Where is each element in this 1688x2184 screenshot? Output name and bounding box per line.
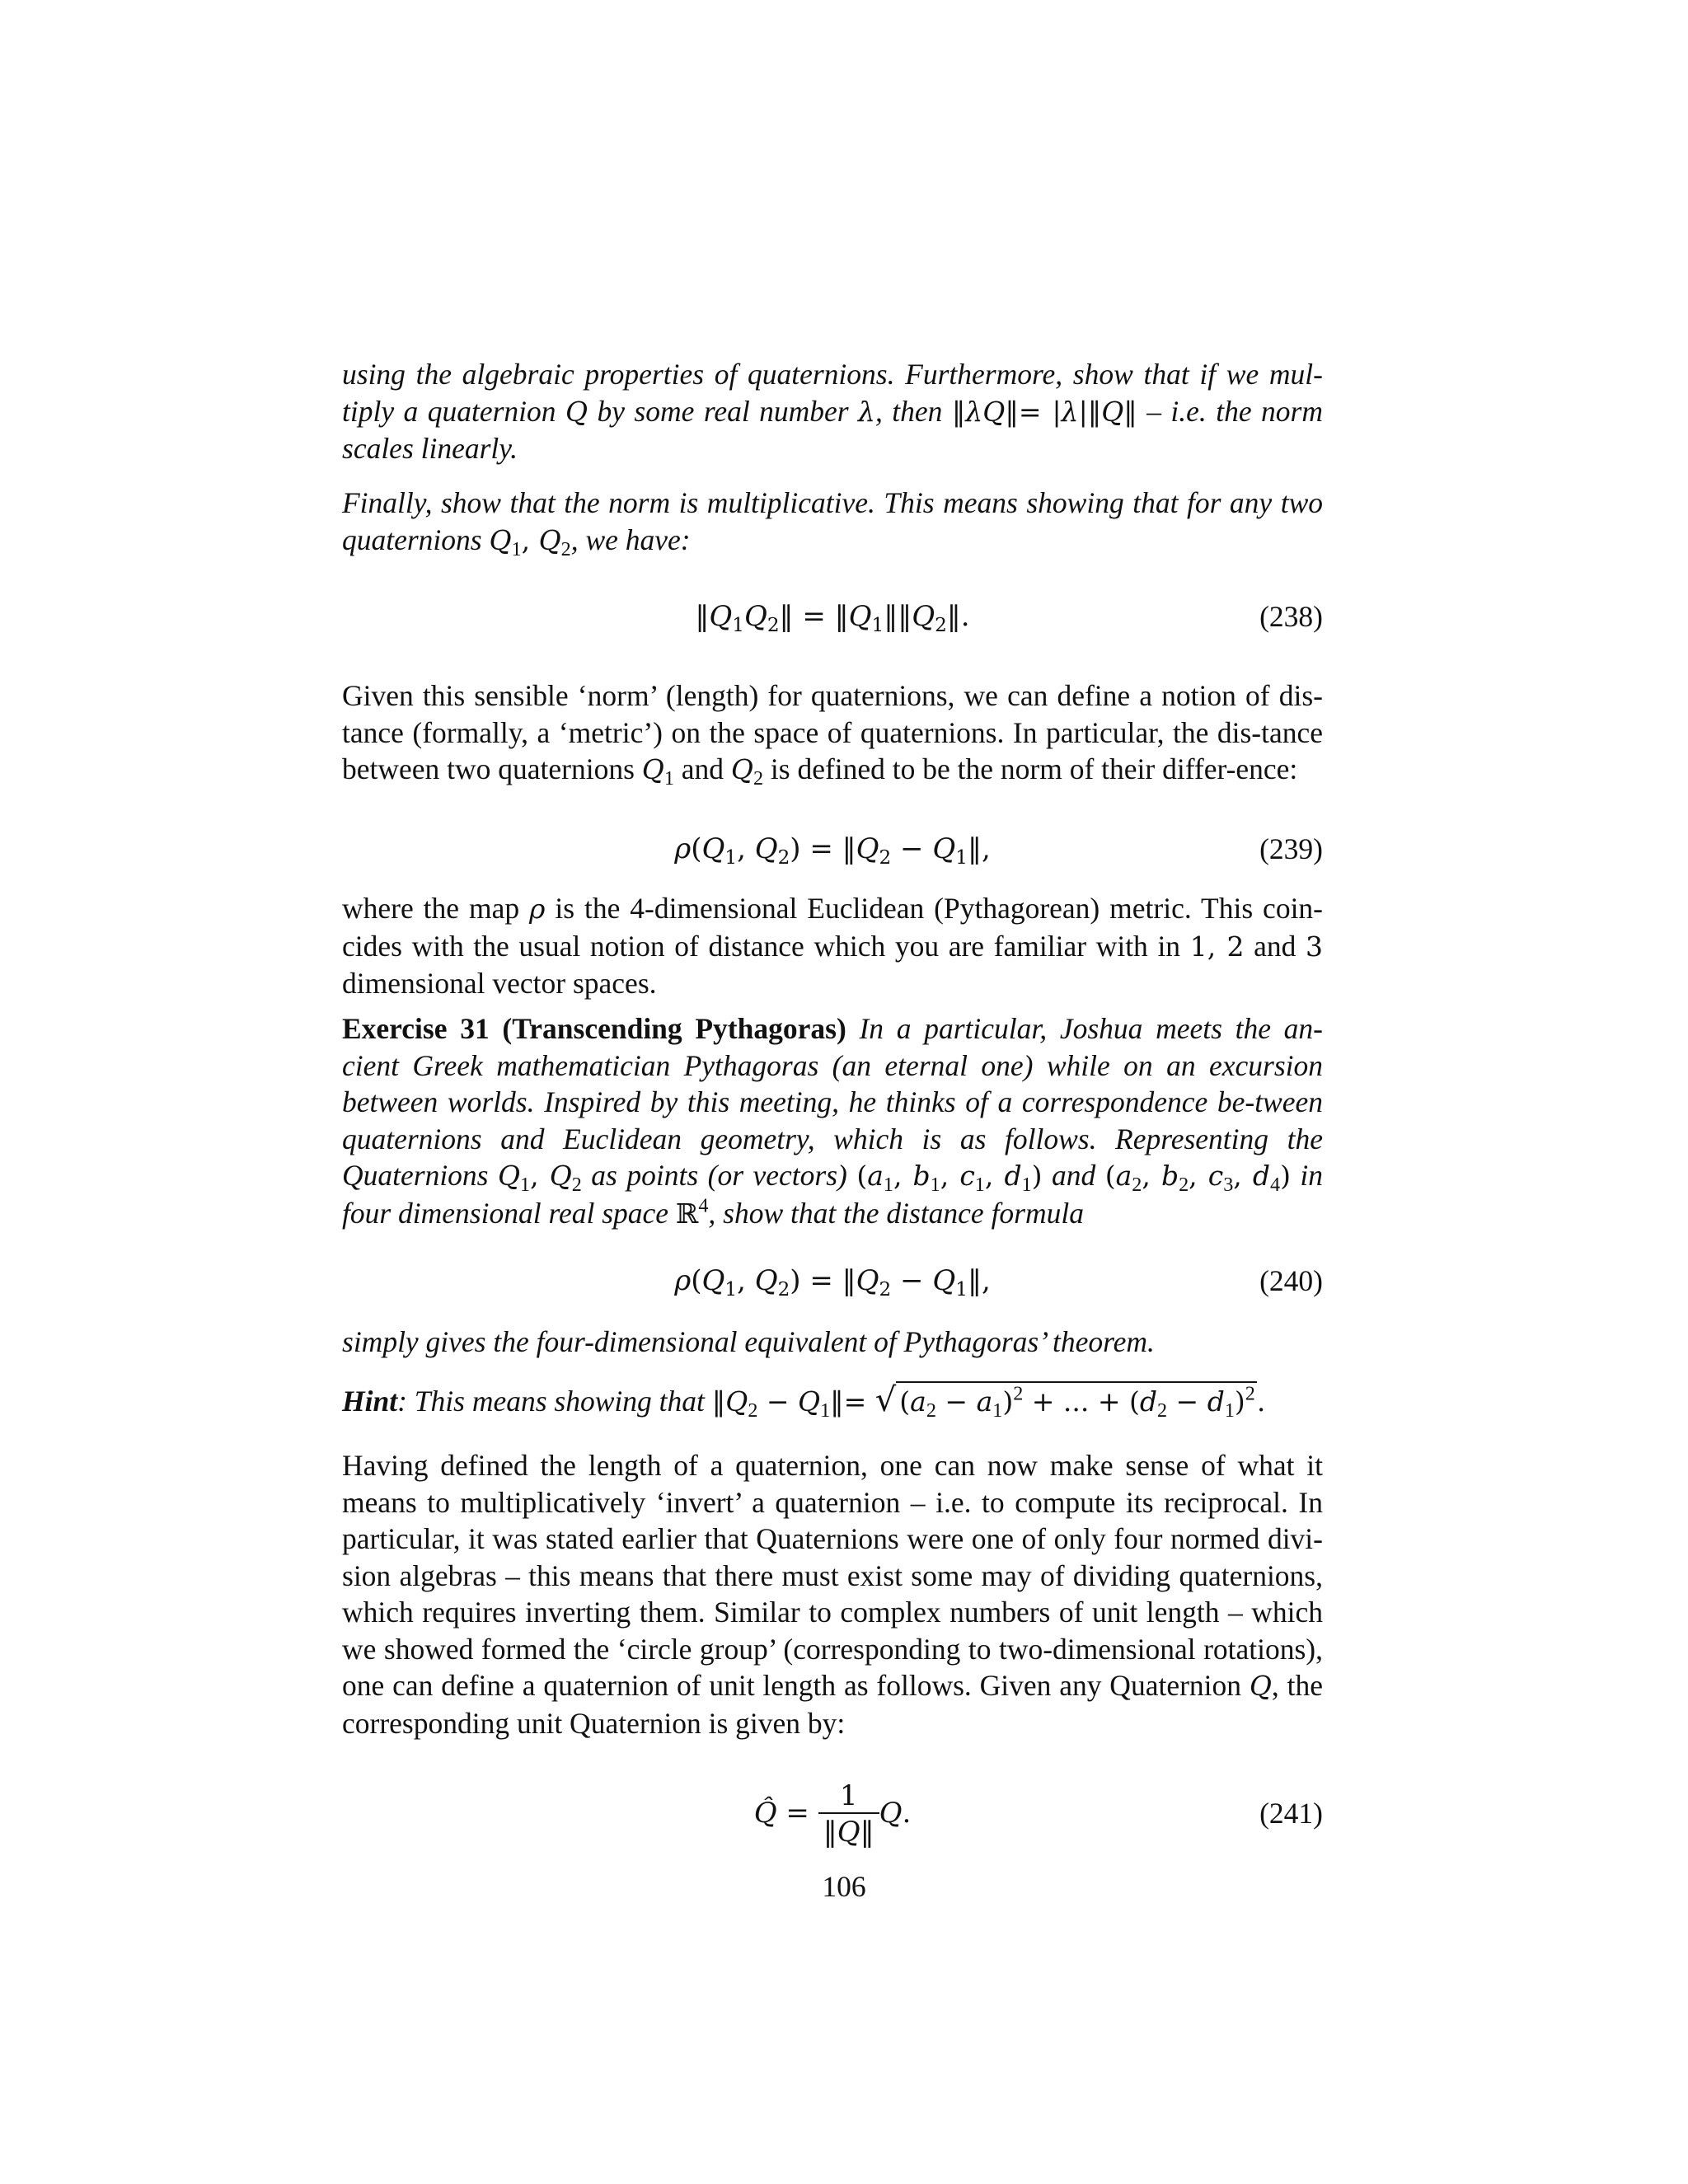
equation-238 [342,592,1323,641]
equation-240 [342,1256,1323,1305]
exercise-31-text: Exercise 31 (Transcending Pythagoras) In a particular, Joshua meets the an-cient Greek mathematician Pythagoras (an eternal one) while on an excursion between worlds. Inspired by this meeting, he thinks of a correspondence be-tween quaternions and Euclidean geometry, which is as follows. Representing the Quaternions $Q_1$, $Q_2$ as points (or vectors) ($a_1$, $b_1$, $c_1$, $d_1$) and ($a_2$, $b_2$, $c_3$, $d_4$) in four dimensional real space ℝ$^4$, show that the distance formula [342,1012,1324,1230]
equation-240-formula: $\rho(Q_1$, $Q_2$) = $‖Q_2$ − $Q_1‖$, [674,1264,991,1301]
para2-line2: quaternions $Q_1$, $Q_2$, we have: [342,523,691,560]
exercise-31-label: Exercise 31 (Transcending Pythagoras) [342,1012,846,1045]
exercise-31 [342,1010,1323,1232]
paragraph-metric [342,890,1323,1002]
equation-239-formula: $\rho(Q_1$, $Q_2$) = $‖Q_2$ − $Q_1‖$, [674,832,991,869]
paragraph-multiplicative [342,485,1323,559]
para1-line1: using the algebraic properties of quaternions. Furthermore, show that if we mul- [342,358,1323,391]
paragraph-unit-quaternion [342,1447,1323,1741]
hint [342,1381,1323,1421]
equation-238-number: (238) [1259,600,1323,633]
para5-text: simply gives the four-dimensional equivalent of Pythagoras’ theorem. [342,1325,1155,1358]
equation-239 [342,824,1323,874]
equation-239-number: (239) [1259,832,1323,865]
para2-line1: Finally, show that the norm is multiplicative. This means showing that for any two [342,486,1323,519]
equation-240-number: (240) [1259,1264,1323,1297]
page-number: 106 [822,1870,866,1903]
square-root: √ $(a_2 - a_1)^2$ + ... + $(d_2 - d_1)^2$ [874,1381,1255,1422]
equation-241 [342,1772,1323,1854]
paragraph-pythagoras [342,1324,1323,1361]
para1-line2: tiply a quaternion Q by some real number λ, then ‖λQ‖= |λ|‖Q‖ – i.e. the norm [342,394,1323,428]
paragraph-distance [342,677,1323,789]
fraction: $\frac{1}{‖Q‖}$ [818,1779,879,1850]
para1-line3: scales linearly. [342,432,518,465]
equation-241-formula: Q̂ = $\frac{1}{‖Q‖}$ Q. [753,1779,912,1849]
para6-text: Having defined the length of a quaternion, one can now make sense of what it means to multiplicatively ‘invert’ a quaternion – i.e. to compute its reciprocal. In particular, it was stated earlier that Quaternions were one of only four normed divi-sion algebras – this means that there must exist some may of dividing quaternions, which requires inverting them. Similar to complex numbers of unit length – which we showed formed the ‘circle group’ (corresponding to two-dimensional rotations), one can define a quaternion of unit length as follows. Given any Quaternion Q, the corresponding unit Quaternion is given by: [342,1449,1323,1740]
equation-238-formula: $‖Q_1Q_2‖$ = $‖Q_1‖‖Q_2‖$. [695,600,970,636]
hint-text: Hint: This means showing that $‖Q_2$ − $Q_1‖=$ √ $(a_2 - a_1)^2$ + ... + $(d_2 - d_1)^2$. [342,1381,1266,1422]
hint-label: Hint [342,1385,398,1418]
paragraph-norm-scaling [342,356,1323,467]
equation-241-number: (241) [1259,1797,1323,1830]
para4-text: where the map ρ is the 4-dimensional Euclidean (Pythagorean) metric. This coin-cides with the usual notion of distance which you are familiar with in 1, 2 and 3 dimensional vector spaces. [342,892,1323,1000]
para3-text: Given this sensible ‘norm’ (length) for quaternions, we can define a notion of dis-tance (formally, a ‘metric’) on the space of quaternions. In particular, the dis-tance between two quaternions $Q_1$ and $Q_2$ is defined to be the norm of their differ-ence: [342,679,1323,790]
